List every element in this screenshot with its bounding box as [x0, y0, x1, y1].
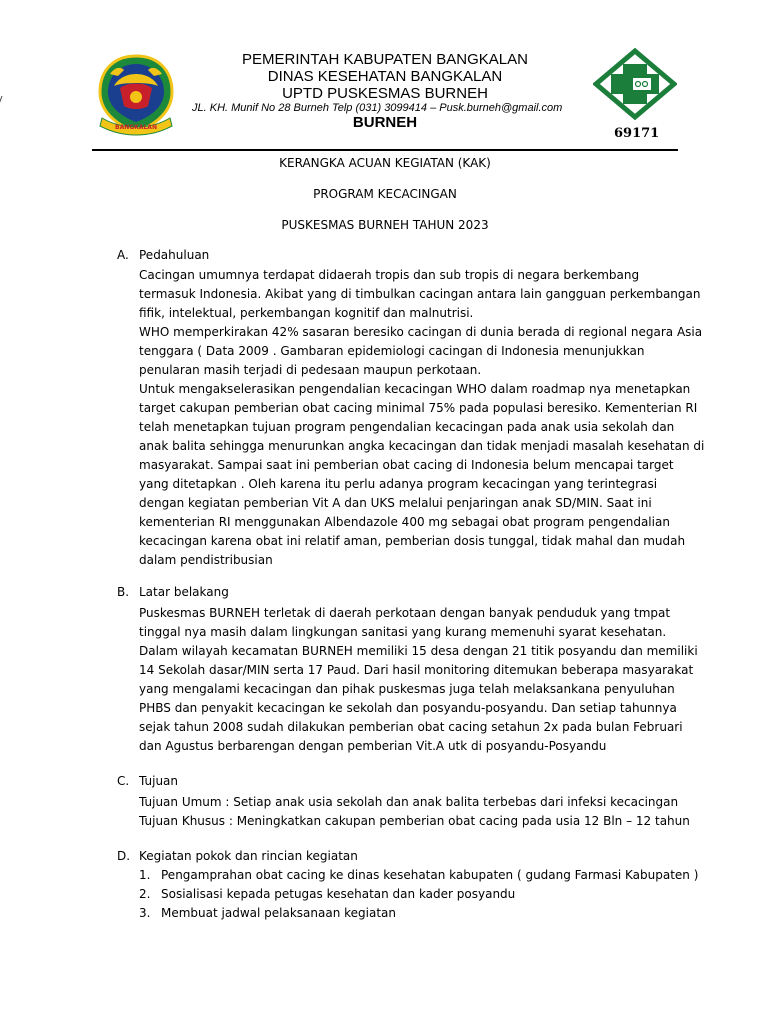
- paragraph-line: fifik, intelektual, perkembangan kognitif dan malnutrisi.: [139, 306, 474, 320]
- paragraph-line: Dalam wilayah kecamatan BURNEH memiliki 15 desa dengan 21 titik posyandu dan memiliki: [139, 644, 698, 658]
- section-title: Latar belakang: [139, 585, 229, 599]
- list-item-text: Membuat jadwal pelaksanaan kegiatan: [161, 906, 396, 920]
- list-item: [139, 906, 675, 925]
- section-letter: A.: [117, 248, 129, 262]
- section-letter: C.: [117, 774, 130, 788]
- postal-code: 69171: [614, 126, 660, 141]
- paragraph-line: tinggal nya masih dalam lingkungan sanitasi yang kurang memenuhi syarat kesehatan.: [139, 625, 667, 639]
- section-c-paragraph: [139, 793, 690, 831]
- paragraph-line: sejak tahun 2008 sudah dilakukan pemberian obat cacing setahun 2x pada bulan Februari: [139, 720, 683, 734]
- section-letter: B.: [117, 585, 130, 599]
- letterhead-line-3: UPTD PUSKESMAS BURNEH: [282, 85, 488, 102]
- paragraph-line: masyarakat. Sampai saat ini pemberian obat cacing di Indonesia belum mencapai target: [139, 458, 674, 472]
- letterhead-divider: [92, 149, 678, 151]
- program-title: PROGRAM KECACINGAN: [313, 187, 457, 201]
- section-title: Pedahuluan: [139, 248, 210, 262]
- paragraph-line: Untuk mengakselerasikan pengendalian kecacingan WHO dalam roadmap nya menetapkan: [139, 382, 691, 396]
- section-title: Tujuan: [139, 774, 179, 788]
- paragraph-line: penularan masih terjadi di pedesaan maupun perkotaan.: [139, 363, 482, 377]
- paragraph-line: dan Agustus berbarengan dengan pemberian Vit.A utk di posyandu-Posyandu: [139, 739, 607, 753]
- letterhead-line-1: PEMERINTAH KABUPATEN BANGKALAN: [242, 51, 528, 68]
- paragraph-line: 14 Sekolah dasar/MIN serta 17 Paud. Dari hasil monitoring ditemukan beberapa masyarakat: [139, 663, 694, 677]
- paragraph-line: kementerian RI menggunakan Albendazole 400 mg sebagai obat program pengendalian: [139, 515, 670, 529]
- puskesmas-logo: [593, 48, 677, 120]
- paragraph-line: dengan kegiatan pemberian Vit A dan UKS melalui penjaringan anak SD/MIN. Saat ini: [139, 496, 652, 510]
- activity-list: [139, 868, 699, 925]
- document-title: KERANGKA ACUAN KEGIATAN (KAK): [279, 156, 491, 170]
- objective-general: Tujuan Umum : Setiap anak usia sekolah dan anak balita terbebas dari infeksi kecacingan: [139, 795, 679, 809]
- paragraph-line: yang ditetapkan . Oleh karena itu perlu adanya program kecacingan yang terintegrasi: [139, 477, 658, 491]
- section-b-paragraph: [139, 604, 698, 756]
- paragraph-line: tenggara ( Data 2009 . Gambaran epidemiologi cacingan di Indonesia menunjukkan: [139, 344, 645, 358]
- paragraph-line: WHO memperkirakan 42% sasaran beresiko cacingan di dunia berada di regional negara Asia: [139, 325, 703, 339]
- list-item-number: 3.: [139, 906, 151, 920]
- list-item: [139, 868, 699, 887]
- letterhead-line-2: DINAS KESEHATAN BANGKALAN: [267, 68, 503, 85]
- list-item-text: Sosialisasi kepada petugas kesehatan dan kader posyandu: [161, 887, 516, 901]
- list-item-text: Pengamprahan obat cacing ke dinas kesehatan kabupaten ( gudang Farmasi Kabupaten ): [161, 868, 699, 882]
- stray-mark: [0, 96, 5, 104]
- list-item-number: 2.: [139, 887, 151, 901]
- objective-specific: Tujuan Khusus : Meningkatkan cakupan pemberian obat cacing pada usia 12 Bln – 12 tahun: [139, 814, 690, 828]
- paragraph-line: yang mengalami kecacingan dan pihak puskesmas juga telah melaksankana penyuluhan: [139, 682, 675, 696]
- letterhead-address: JL. KH. Munif No 28 Burneh Telp (031) 3099414 – Pusk.burneh@gmail.com: [192, 102, 563, 114]
- paragraph-line: Puskesmas BURNEH terletak di daerah perkotaan dengan banyak penduduk yang tmpat: [139, 606, 671, 620]
- section-a-paragraph: [139, 266, 705, 570]
- paragraph-line: telah menetapkan tujuan program pengendalian kecacingan pada anak usia sekolah dan: [139, 420, 675, 434]
- paragraph-line: termasuk Indonesia. Akibat yang di timbulkan cacingan antara lain gangguan perkembangan: [139, 287, 701, 301]
- paragraph-line: dalam pendistribusian: [139, 553, 273, 567]
- paragraph-line: PHBS dan penyakit kecacingan ke sekolah dan posyandu-posyandu. Dan setiap tahunnya: [139, 701, 677, 715]
- paragraph-line: anak balita sehingga menurunkan angka kecacingan dan tidak menjadi masalah kesehatan di: [139, 439, 705, 453]
- list-item: [139, 887, 675, 906]
- bangkalan-crest-logo: [92, 52, 180, 136]
- crest-banner-text: BANGKALAN: [115, 124, 157, 131]
- paragraph-line: target cakupan pemberian obat cacing minimal 75% pada populasi beresiko. Kementerian RI: [139, 401, 698, 415]
- list-item-number: 1.: [139, 868, 151, 882]
- paragraph-line: Cacingan umumnya terdapat didaerah tropis dan sub tropis di negara berkembang: [139, 268, 640, 282]
- letterhead-line-4: BURNEH: [352, 114, 418, 131]
- paragraph-line: kecacingan karena obat ini relatif aman, pemberian dosis tunggal, tidak mahal dan mudah: [139, 534, 686, 548]
- section-title: Kegiatan pokok dan rincian kegiatan: [139, 849, 358, 863]
- section-letter: D.: [117, 849, 131, 863]
- puskesmas-year-title: PUSKESMAS BURNEH TAHUN 2023: [281, 218, 489, 232]
